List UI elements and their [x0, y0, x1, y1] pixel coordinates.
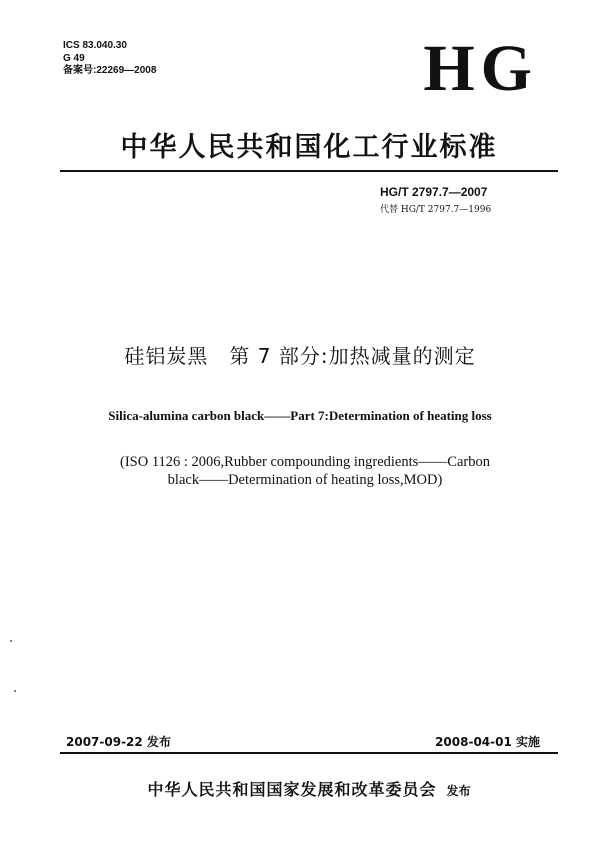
scan-speck: [10, 640, 12, 642]
issuer-organization: 中华人民共和国国家发展和改革委员会: [147, 780, 437, 799]
iso-reference-line-2: black——Determination of heating loss,MOD): [167, 472, 443, 488]
issuing-authority: [60, 777, 558, 800]
standard-number: HG/T 2797.7—2007: [380, 185, 488, 199]
document-title-chinese: 硅铝炭黑 第 7 部分:加热减量的测定: [124, 344, 476, 368]
hg-logo: HG: [423, 32, 538, 105]
issue-date: 2007-09-22 发布: [66, 735, 171, 749]
implementation-date: 2008-04-01 实施: [435, 735, 540, 749]
category-code: G 49: [63, 52, 85, 64]
record-number: 备案号:22269—2008: [63, 65, 157, 76]
bottom-divider: [60, 752, 558, 754]
document-title-english: Silica-alumina carbon black——Part 7:Determination of heating loss: [108, 408, 492, 423]
replaces-standard: 代替 HG/T 2797.7—1996: [380, 205, 492, 215]
standard-authority-title: 中华人民共和国化工行业标准: [120, 132, 498, 163]
ics-code: ICS 83.040.30: [63, 40, 127, 51]
top-divider: [60, 170, 558, 172]
document-metadata: [63, 40, 156, 78]
scan-speck: [14, 690, 16, 692]
iso-reference-line-1: (ISO 1126 : 2006,Rubber compounding ingredients——Carbon: [120, 454, 490, 470]
issuer-action: 发布: [446, 784, 471, 798]
iso-reference: [90, 453, 520, 489]
